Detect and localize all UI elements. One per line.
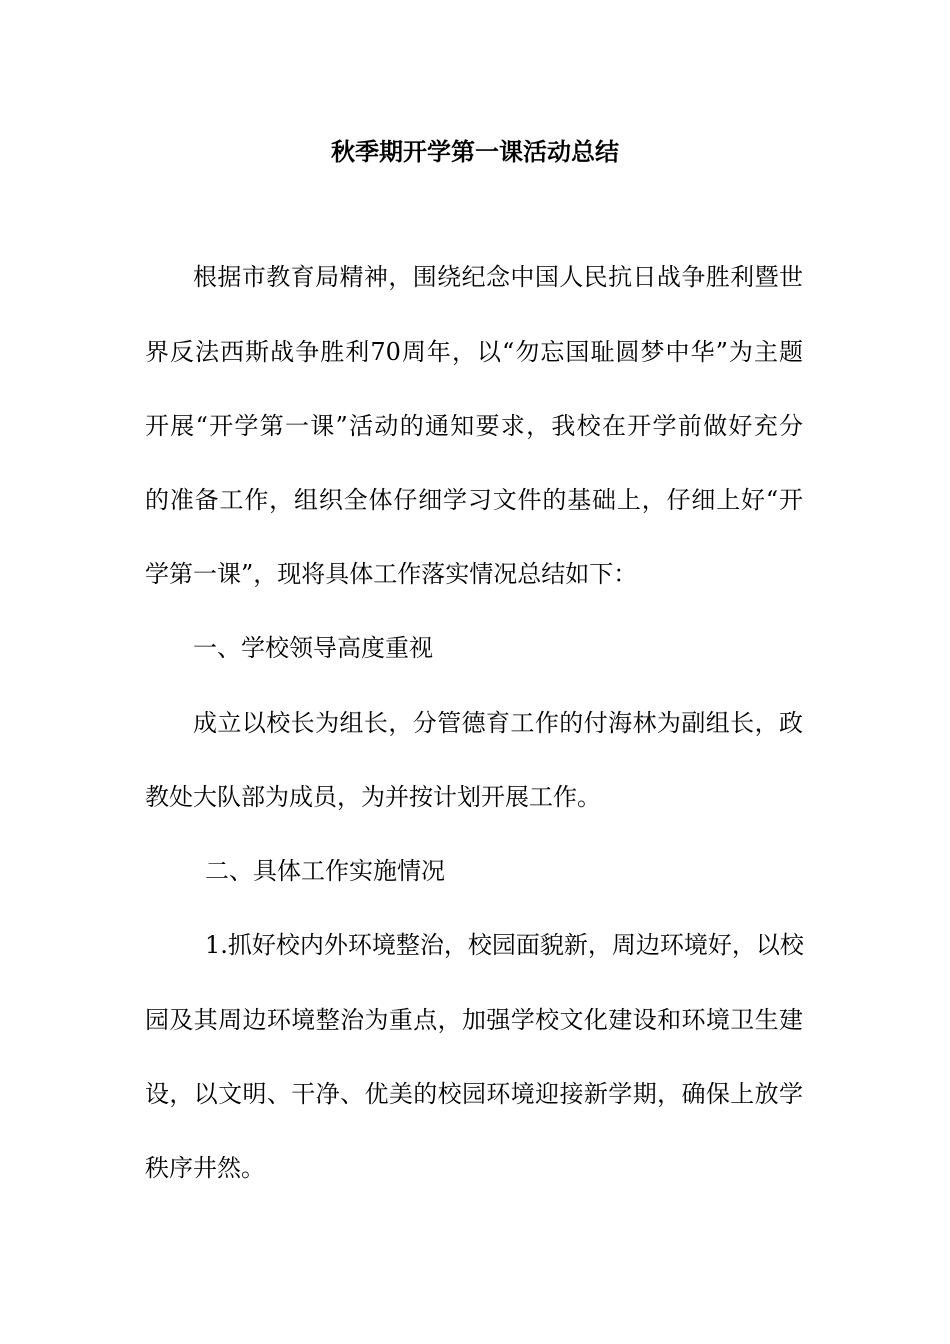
paragraph-line: 秩序井然。 bbox=[145, 1154, 265, 1182]
paragraph-line: 学第一课”，现将具体工作落实情况总结如下： bbox=[145, 560, 638, 588]
document-title: 秋季期开学第一课活动总结 bbox=[331, 137, 619, 166]
paragraph-line: 根据市教育局精神，围绕纪念中国人民抗日战争胜利暨世 bbox=[193, 263, 803, 291]
paragraph-line: 1.抓好校内外环境整治，校园面貌新，周边环境好，以校 bbox=[205, 931, 804, 959]
paragraph-line: 成立以校长为组长，分管德育工作的付海林为副组长，政 bbox=[193, 709, 803, 737]
paragraph-line: 界反法西斯战争胜利70周年，以“勿忘国耻圆梦中华”为主题 bbox=[145, 338, 803, 366]
paragraph-line: 园及其周边环境整治为重点，加强学校文化建设和环境卫生建 bbox=[145, 1006, 803, 1034]
paragraph-line: 的准备工作，组织全体仔细学习文件的基础上，仔细上好“开 bbox=[145, 486, 803, 514]
paragraph-line: 设，以文明、干净、优美的校园环境迎接新学期，确保上放学 bbox=[145, 1080, 803, 1108]
paragraph-line: 教处大队部为成员，为并按计划开展工作。 bbox=[145, 783, 601, 811]
section-heading: 一、学校领导高度重视 bbox=[193, 634, 433, 662]
section-heading: 二、具体工作实施情况 bbox=[205, 857, 445, 885]
paragraph-line: 开展“开学第一课”活动的通知要求，我校在开学前做好充分 bbox=[145, 412, 803, 440]
